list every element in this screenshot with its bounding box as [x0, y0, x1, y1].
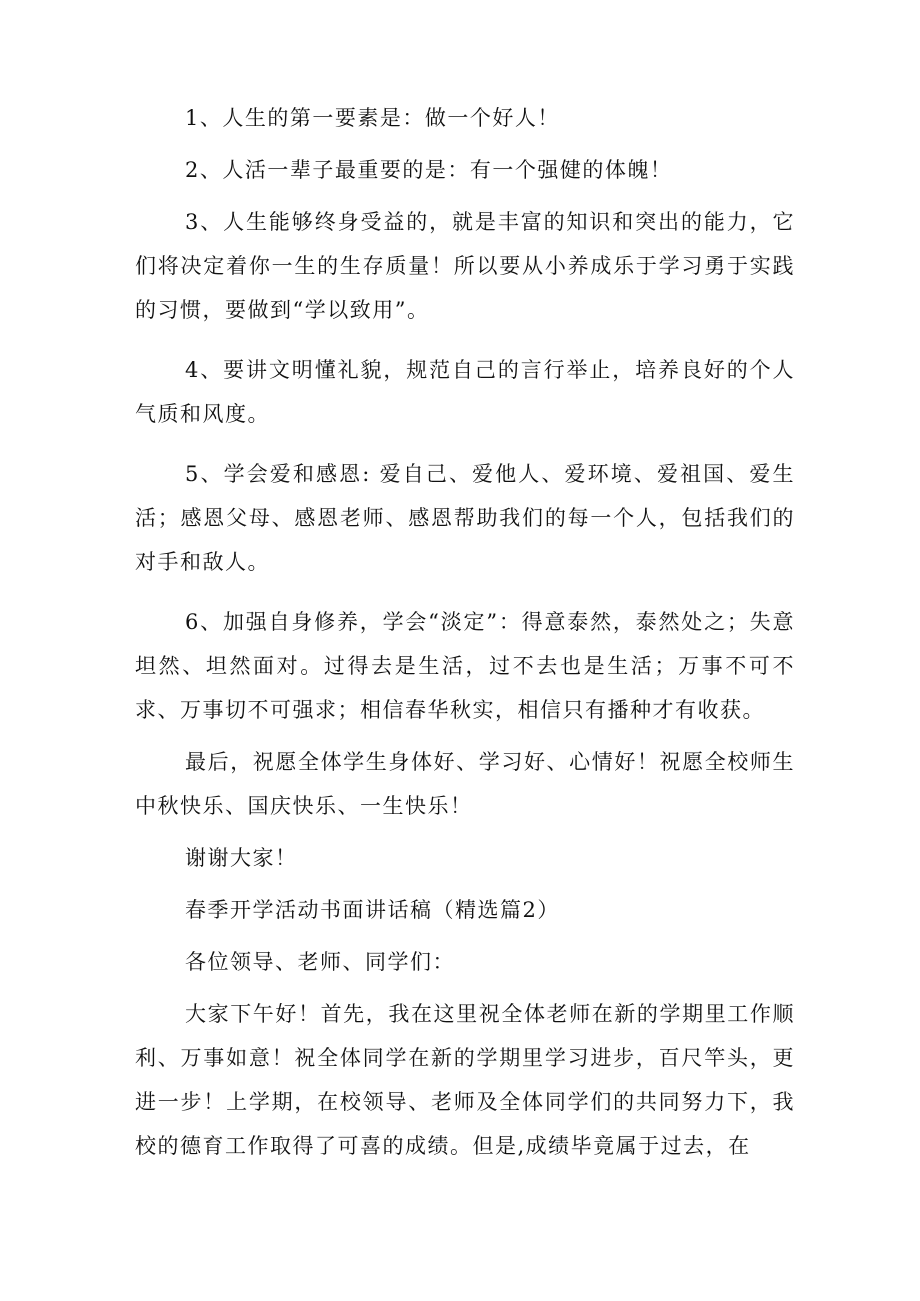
paragraph-closing-wishes: 最后，祝愿全体学生身体好、学习好、心情好！祝愿全校师生中秋快乐、国庆快乐、一生快乐！ [135, 750, 795, 818]
paragraph-principle-1: 1、人生的第一要素是：做一个好人！ [185, 106, 560, 130]
document-body [135, 96, 795, 1184]
paragraph-salutation: 各位领导、老师、同学们： [185, 950, 455, 974]
section-title: 春季开学活动书面讲话稿（精选篇2） [185, 898, 560, 922]
paragraph-thanks: 谢谢大家！ [185, 846, 298, 870]
paragraph-principle-3: 3、人生能够终身受益的，就是丰富的知识和突出的能力，它们将决定着你一生的生存质量！所以要从小养成乐于学习勇于实践的习惯，要做到“学以致用”。 [135, 210, 795, 322]
paragraph-opening: 大家下午好！首先，我在这里祝全体老师在新的学期里工作顺利、万事如意！祝全体同学在新的学期里学习进步，百尺竿头，更进一步！上学期，在校领导、老师及全体同学们的共同努力下，我校的德育工作取得了可喜的成绩。但是,成绩毕竟属于过去，在 [135, 1002, 795, 1158]
paragraph-principle-4: 4、要讲文明懂礼貌，规范自己的言行举止，培养良好的个人气质和风度。 [135, 358, 795, 426]
paragraph-principle-2: 2、人活一辈子最重要的是：有一个强健的体魄！ [185, 158, 673, 182]
paragraph-principle-5: 5、学会爱和感恩: 爱自己、爱他人、爱环境、爱祖国、爱生活；感恩父母、感恩老师、感恩帮助我们的每一个人，包括我们的对手和敌人。 [135, 462, 795, 574]
paragraph-principle-6: 6、加强自身修养，学会“淡定”：得意泰然，泰然处之；失意坦然、坦然面对。过得去是生活，过不去也是生活；万事不可不求、万事切不可强求；相信春华秋实，相信只有播种才有收获。 [135, 610, 795, 722]
